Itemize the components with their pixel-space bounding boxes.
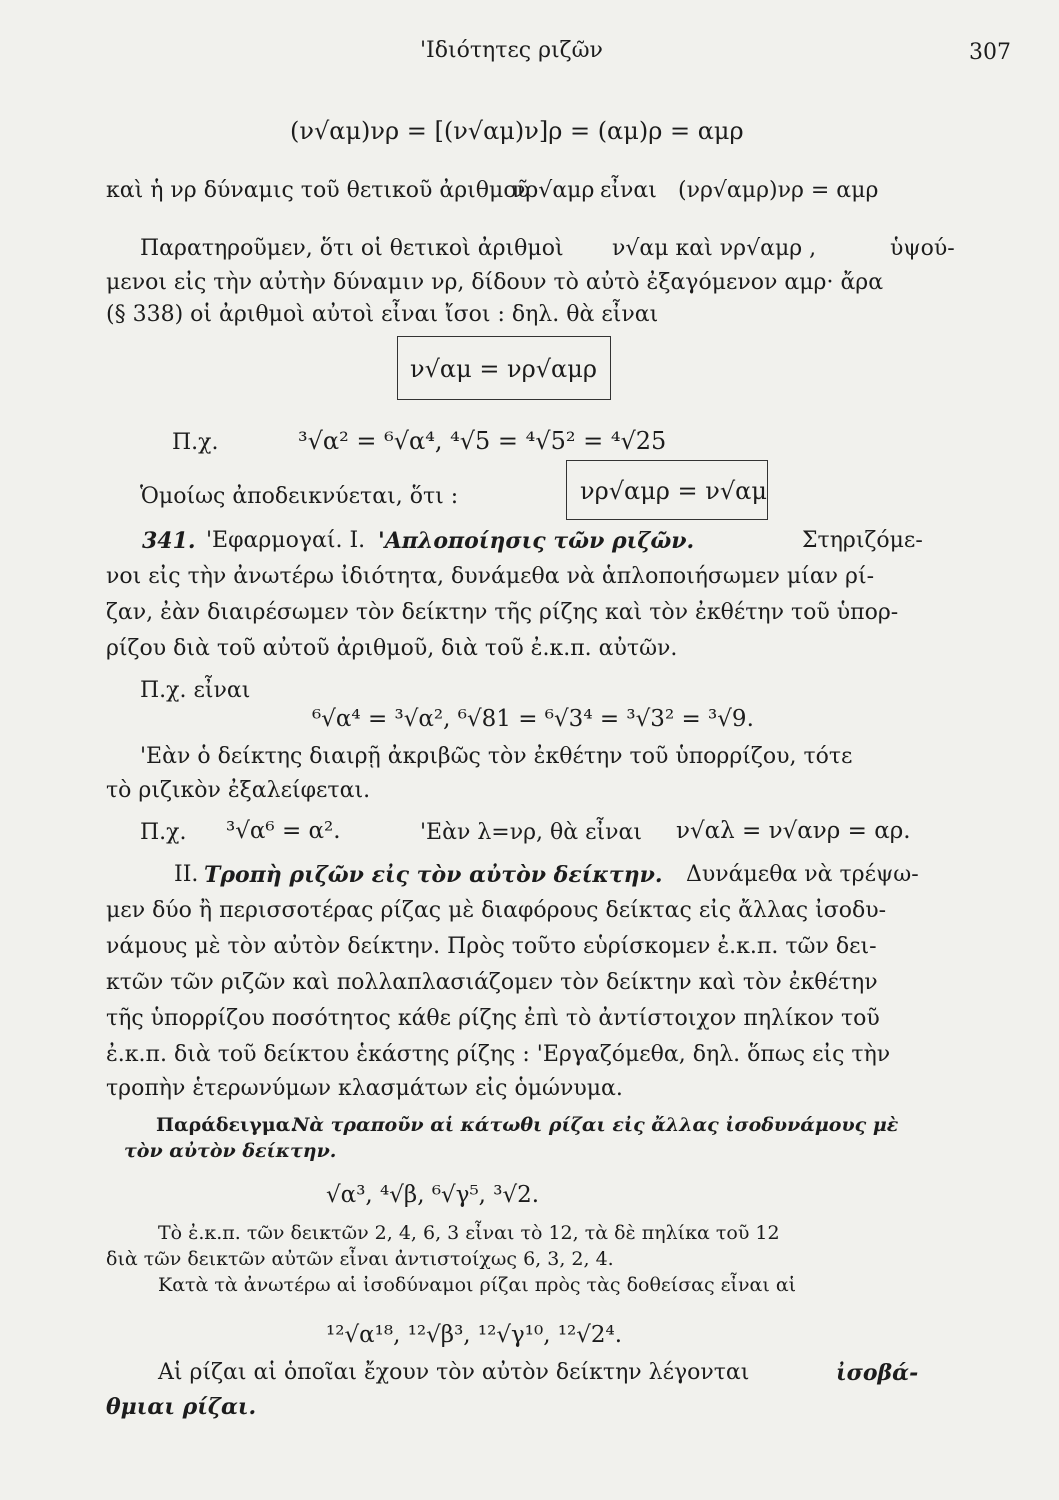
section-2-number: II. bbox=[174, 862, 199, 887]
final-term-2: θμιαι ρίζαι. bbox=[106, 1394, 257, 1420]
text-hyphen-word: ὑψού- bbox=[890, 236, 955, 261]
example-heading: Παράδειγμα. bbox=[156, 1114, 297, 1136]
text-divide-2: τὸ ριζικὸν ἐξαλείφεται. bbox=[106, 778, 371, 803]
section-341-line-4: ρίζου διὰ τοῦ αὐτοῦ ἀριθμοῦ, διὰ τοῦ ἐ.κ.π. αὐτῶν. bbox=[106, 636, 678, 661]
example-text-2: τὸν αὐτὸν δείκτην. bbox=[124, 1140, 337, 1162]
final-term-1: ἰσοβά- bbox=[836, 1360, 919, 1386]
text-line-equal: (§ 338) οἱ ἀριθμοὶ αὐτοὶ εἶναι ἴσοι : δηλ. θὰ εἶναι bbox=[106, 302, 659, 327]
examples-line-1: ³√α² = ⁶√α⁴, ⁴√5 = ⁴√5² = ⁴√25 bbox=[298, 427, 667, 455]
examples-line-3b: 'Εὰν λ=νρ, θὰ εἶναι bbox=[420, 820, 642, 845]
section-2-line-7: τροπὴν ἑτερωνύμων κλασμάτων εἰς ὁμώνυμα. bbox=[106, 1076, 623, 1101]
radicals-equivalent: ¹²√α¹⁸, ¹²√β³, ¹²√γ¹⁰, ¹²√2⁴. bbox=[326, 1322, 623, 1348]
section-341-subtitle: 'Απλοποίησις τῶν ριζῶν. bbox=[378, 528, 695, 554]
text-einai: εἶναι bbox=[600, 178, 657, 203]
section-2-line-5: τῆς ὑπορρίζου ποσότητος κάθε ρίζης ἐπὶ τὸ ἀντίστοιχον πηλίκον τοῦ bbox=[106, 1006, 880, 1031]
radicals-given: √α³, ⁴√β, ⁶√γ⁵, ³√2. bbox=[326, 1182, 540, 1208]
section-341-title: 'Εφαρμογαί. I. bbox=[206, 528, 366, 553]
section-2-line-4: κτῶν τῶν ριζῶν καὶ πολλαπλασιάζομεν τὸν δείκτην καὶ τὸν ἐκθέτην bbox=[106, 970, 878, 995]
section-341-start: Στηριζόμε- bbox=[802, 528, 923, 553]
final-text-1: Αἱ ρίζαι αἱ ὁποῖαι ἔχουν τὸν αὐτὸν δείκτην λέγονται bbox=[158, 1360, 750, 1385]
example-label-3: Π.χ. bbox=[140, 820, 187, 845]
formula-radical-power: (νρ√αμρ)νρ = αμρ bbox=[678, 178, 879, 203]
section-2-line-2: μεν δύο ἢ περισσοτέρας ρίζας μὲ διαφόρους δείκτας εἰς ἄλλας ἰσοδυ- bbox=[106, 898, 887, 923]
lcm-text-2: διὰ τῶν δεικτῶν αὐτῶν εἶναι ἀντιστοίχως 6, 3, 2, 4. bbox=[106, 1248, 614, 1270]
examples-line-3a: ³√α⁶ = α². bbox=[226, 818, 341, 844]
running-title: 'Ιδιότητες ριζῶν bbox=[420, 38, 603, 63]
boxed-formula-2: νρ√αμρ = ν√αμ bbox=[580, 477, 767, 505]
example-label-2: Π.χ. εἶναι bbox=[140, 678, 251, 703]
section-341-line-2: νοι εἰς τὴν ἀνωτέρω ἰδιότητα, δυνάμεθα νὰ ἁπλοποιήσωμεν μίαν ρί- bbox=[106, 564, 875, 589]
formula-power-of-root: (ν√αμ)νρ = [(ν√αμ)ν]ρ = (αμ)ρ = αμρ bbox=[290, 117, 744, 145]
page-number: 307 bbox=[969, 40, 1011, 65]
equivalent-text: Κατὰ τὰ ἀνωτέρω αἱ ἰσοδύναμοι ρίζαι πρὸς τὰς δοθείσας εἶναι αἱ bbox=[158, 1274, 797, 1296]
boxed-formula-1: ν√αμ = νρ√αμρ bbox=[410, 355, 597, 383]
text-nr-power: καὶ ἡ νρ δύναμις τοῦ θετικοῦ ἀριθμοῦ bbox=[106, 178, 530, 203]
example-text-1: Νὰ τραποῦν αἱ κάτωθι ρίζαι εἰς ἄλλας ἰσοδυνάμους μὲ bbox=[292, 1114, 899, 1136]
formula-radical-amr: νρ√αμρ bbox=[512, 178, 595, 203]
section-341-line-3: ζαν, ἐὰν διαιρέσωμεν τὸν δείκτην τῆς ρίζης καὶ τὸν ἐκθέτην τοῦ ὑπορ- bbox=[106, 600, 899, 625]
section-341-number: 341. bbox=[142, 528, 196, 554]
section-2-start: Δυνάμεθα νὰ τρέψω- bbox=[686, 862, 919, 887]
text-radicals-pair: ν√αμ καὶ νρ√αμρ , bbox=[612, 236, 817, 261]
examples-line-3c: ν√αλ = ν√ανρ = αρ. bbox=[676, 818, 911, 844]
section-2-line-3: νάμους μὲ τὸν αὐτὸν δείκτην. Πρὸς τοῦτο εὑρίσκομεν ἐ.κ.π. τῶν δει- bbox=[106, 934, 877, 959]
section-2-line-6: ἐ.κ.π. διὰ τοῦ δείκτου ἑκάστης ρίζης : 'Εργαζόμεθα, δηλ. ὅπως εἰς τὴν bbox=[106, 1042, 891, 1067]
text-observe: Παρατηροῦμεν, ὅτι οἱ θετικοὶ ἀριθμοὶ bbox=[140, 236, 564, 261]
text-divide-1: 'Εὰν ὁ δείκτης διαιρῇ ἀκριβῶς τὸν ἐκθέτην τοῦ ὑπορρίζου, τότε bbox=[140, 744, 853, 769]
example-label-1: Π.χ. bbox=[172, 430, 219, 455]
text-similarly: Ὁμοίως ἀποδεικνύεται, ὅτι : bbox=[140, 484, 459, 509]
examples-line-2: ⁶√α⁴ = ³√α², ⁶√81 = ⁶√3⁴ = ³√3² = ³√9. bbox=[312, 706, 754, 732]
text-line-powers: μενοι εἰς τὴν αὐτὴν δύναμιν νρ, δίδουν τὸ αὐτὸ ἐξαγόμενον αμρ· ἄρα bbox=[106, 270, 884, 295]
section-2-title: Τροπὴ ριζῶν εἰς τὸν αὐτὸν δείκτην. bbox=[204, 862, 663, 888]
lcm-text-1: Τὸ ἐ.κ.π. τῶν δεικτῶν 2, 4, 6, 3 εἶναι τὸ 12, τὰ δὲ πηλίκα τοῦ 12 bbox=[158, 1222, 780, 1244]
